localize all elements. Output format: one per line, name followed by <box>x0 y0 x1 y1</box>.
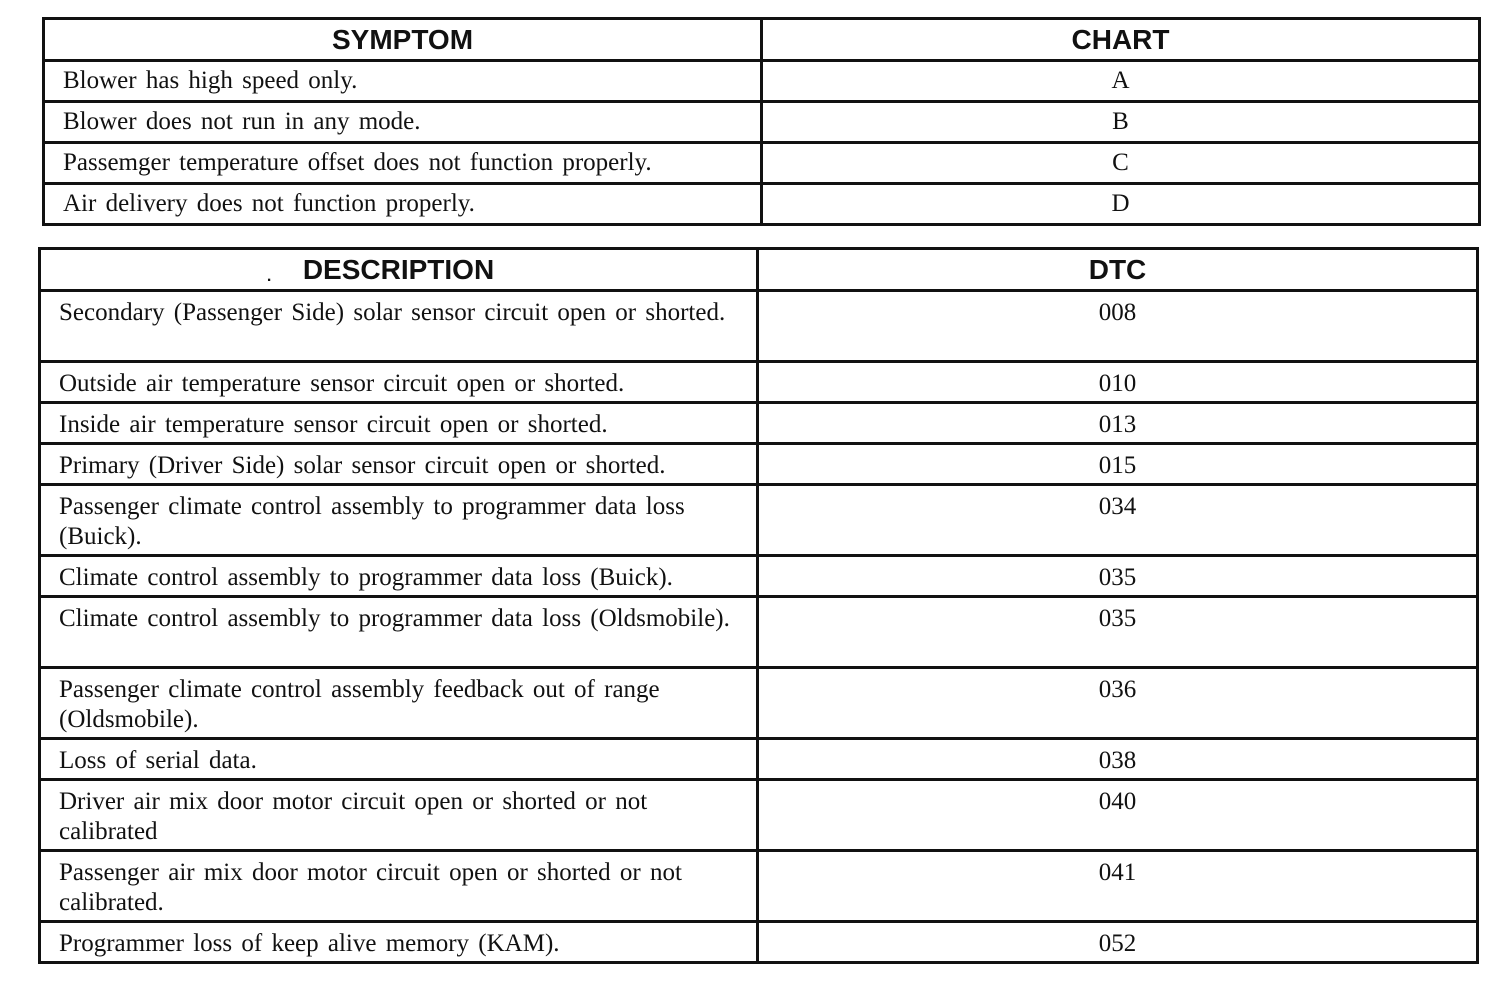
symptom-cell: Blower has high speed only. <box>44 61 762 102</box>
dtc-cell: 035 <box>758 556 1478 597</box>
dtc-cell: 041 <box>758 851 1478 922</box>
description-cell: Secondary (Passenger Side) solar sensor circuit open or shorted. <box>40 291 758 362</box>
table-row <box>40 403 1478 444</box>
dtc-cell: 034 <box>758 485 1478 556</box>
dtc-cell: 038 <box>758 739 1478 780</box>
description-header: DESCRIPTION <box>302 253 495 285</box>
description-cell: Driver air mix door motor circuit open or shorted or not calibrated <box>40 780 758 851</box>
dtc-cell: 015 <box>758 444 1478 485</box>
description-cell: Passenger climate control assembly feedback out of range (Oldsmobile). <box>40 668 758 739</box>
table-row <box>44 102 1480 143</box>
table-row <box>40 444 1478 485</box>
chart-cell: B <box>762 102 1480 143</box>
description-cell: Climate control assembly to programmer data loss (Oldsmobile). <box>40 597 758 668</box>
description-cell: Programmer loss of keep alive memory (KAM). <box>40 922 758 963</box>
dtc-cell: 035 <box>758 597 1478 668</box>
table-row <box>40 597 1478 668</box>
table-row <box>40 780 1478 851</box>
description-cell: Primary (Driver Side) solar sensor circuit open or shorted. <box>40 444 758 485</box>
description-header-cell <box>40 249 758 291</box>
table-row <box>40 851 1478 922</box>
chart-cell: C <box>762 143 1480 184</box>
table-row <box>40 556 1478 597</box>
symptom-chart-table <box>42 17 1481 226</box>
symptom-header: SYMPTOM <box>44 19 762 61</box>
description-cell: Passenger air mix door motor circuit open or shorted or not calibrated. <box>40 851 758 922</box>
table-row <box>44 61 1480 102</box>
dtc-table <box>38 247 1479 964</box>
stray-dot-mark: · <box>266 271 273 289</box>
dtc-cell: 040 <box>758 780 1478 851</box>
symptom-cell: Air delivery does not function properly. <box>44 184 762 225</box>
dtc-cell: 036 <box>758 668 1478 739</box>
table-row <box>40 291 1478 362</box>
table-row <box>44 143 1480 184</box>
chart-cell: D <box>762 184 1480 225</box>
table-row <box>44 184 1480 225</box>
description-cell: Loss of serial data. <box>40 739 758 780</box>
table-row <box>40 739 1478 780</box>
table-row <box>40 668 1478 739</box>
table-row <box>40 485 1478 556</box>
table-row <box>40 362 1478 403</box>
description-cell: Climate control assembly to programmer data loss (Buick). <box>40 556 758 597</box>
description-cell: Passenger climate control assembly to programmer data loss (Buick). <box>40 485 758 556</box>
description-cell: Inside air temperature sensor circuit open or shorted. <box>40 403 758 444</box>
symptom-cell: Passemger temperature offset does not function properly. <box>44 143 762 184</box>
table-row <box>40 922 1478 963</box>
dtc-cell: 008 <box>758 291 1478 362</box>
table-header-row <box>40 249 1478 291</box>
description-cell: Outside air temperature sensor circuit open or shorted. <box>40 362 758 403</box>
chart-header: CHART <box>762 19 1480 61</box>
dtc-header: DTC <box>758 249 1478 291</box>
table-header-row <box>44 19 1480 61</box>
dtc-cell: 052 <box>758 922 1478 963</box>
dtc-cell: 013 <box>758 403 1478 444</box>
chart-cell: A <box>762 61 1480 102</box>
symptom-cell: Blower does not run in any mode. <box>44 102 762 143</box>
dtc-cell: 010 <box>758 362 1478 403</box>
